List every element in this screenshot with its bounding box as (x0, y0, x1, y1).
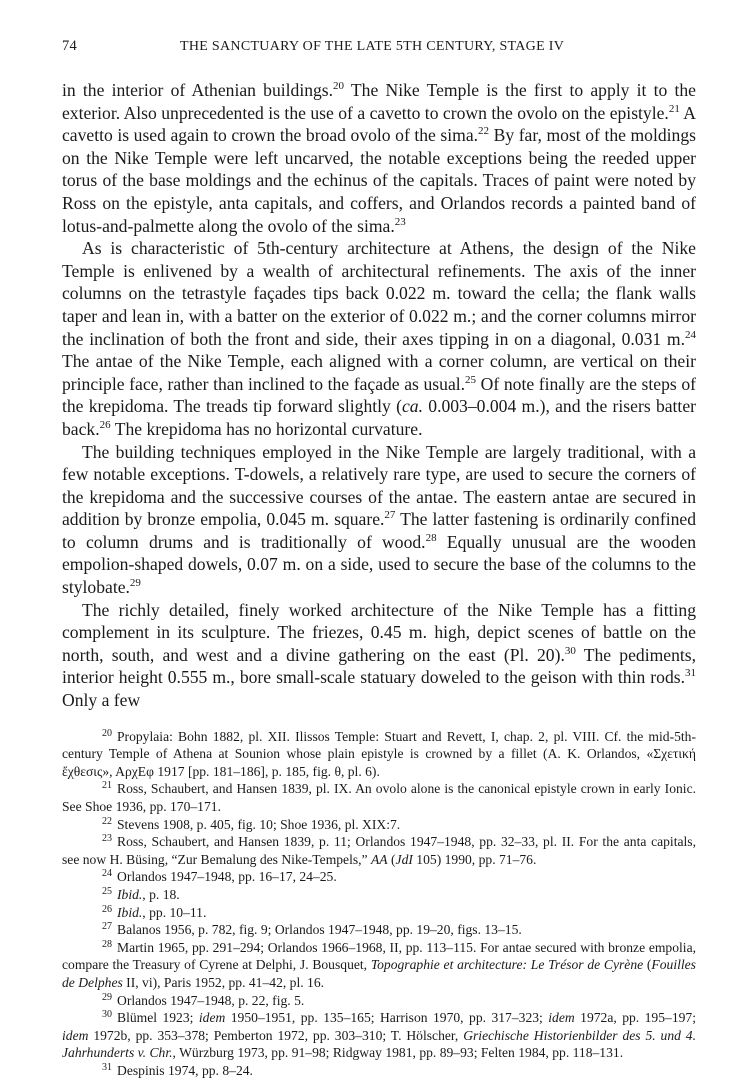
text-run: The latter fastening is ordinarily confined to column drums and is traditionally of wood. (62, 509, 696, 552)
footnote: 26 Ibid., pp. 10–11. (102, 903, 207, 920)
text-run: Ross, Schaubert, and Hansen 1839, p. 11; Orlandos 1947–1948, pp. 32–33, pl. II. For the anta capitals, see now H. Büsing, “Zur Bemalung des Nike-Tempels,” (62, 834, 696, 867)
text-run: The pediments, interior height 0.555 m., bore small-scale statuary doweled to the geison with thin rods. (62, 644, 697, 688)
footnote: 23 Ross, Schaubert, and Hansen 1839, p. 11; Orlandos 1947–1948, pp. 32–33, pl. II. For the anta capitals, see now H. Büsing, “Zur Bemalung des Nike-Tempels,” AA (JdI 105) 1990, pp. 71–76. (62, 833, 696, 867)
body-paragraph (62, 237, 696, 440)
footnote: 22 Stevens 1908, p. 405, fig. 10; Shoe 1936, pl. XIX:7. (102, 815, 401, 832)
text-run: Propylaia: Bohn 1882, pl. XII. Ilissos Temple: Stuart and Revett, I, chap. 2, pl. VIII. Cf. the mid-5th-century Temple of Athena at Sounion whose plain epistyle is crowned by a fillet (A. K. Orlandos, «Σχετική ἔχθεσις», ΑρχΕφ 1917 [pp. 181–186], p. 185, fig. θ, pl. 6). (62, 728, 696, 779)
text-run: , p. 18. (142, 886, 180, 902)
text-run: The krepidoma has no horizontal curvature. (110, 418, 423, 439)
text-run: Orlandos 1947–1948, pp. 16–17, 24–25. (117, 869, 337, 885)
italic-text: JdI (395, 851, 413, 867)
text-run: , pp. 10–11. (142, 904, 207, 920)
body-paragraph (62, 599, 696, 712)
text-run: ( (387, 851, 396, 867)
italic-text: AA (371, 851, 388, 867)
text-run: ( (643, 957, 652, 973)
text-run: Equally unusual are the wooden empolion-shaped dowels, 0.07 m. on a side, used to secure the base of the columns to the stylobate. (62, 531, 696, 598)
italic-text: Ibid. (117, 904, 143, 920)
footnote: 25 Ibid., p. 18. (102, 885, 180, 902)
text-run: The antae of the Nike Temple, each aligned with a corner column, are vertical on their principle face, rather than inclined to the façade as usual. (62, 351, 696, 394)
footnote-ref: 31 (685, 667, 696, 680)
footnote-ref: 23 (394, 215, 406, 228)
footnote: 21 Ross, Schaubert, and Hansen 1839, pl. IX. An ovolo alone is the canonical epistyle crown in early Ionic. See Shoe 1936, pp. 170–171. (62, 780, 696, 814)
text-run: By far, most of the moldings on the Nike Temple were left uncarved, the notable exceptions being the reeded upper torus of the base moldings and the echinus of the capitals. Traces of paint were noted by Ross on the epistyle, anta capitals, and coffers, and Orlandos records a painted band of lotus-and-palmette along the ovolo of the sima. (62, 125, 696, 236)
text-run: 105) 1990, pp. 71–76. (412, 851, 537, 867)
footnote-ref: 25 (465, 373, 477, 386)
text-run: Martin 1965, pp. 291–294; Orlandos 1966–1968, II, pp. 113–115. For antae secured with bronze empolia, compare the Treasury of Cyrene at Delphi, J. Bousquet, (62, 939, 696, 973)
footnote-ref: 21 (668, 102, 680, 115)
footnote-ref: 22 (478, 125, 490, 138)
text-run: 1950–1951, pp. 135–165; Harrison 1970, pp. 317–323; (225, 1010, 549, 1026)
footnotes (62, 728, 696, 1080)
page-number: 74 (62, 38, 77, 54)
footnote: 24 Orlandos 1947–1948, pp. 16–17, 24–25. (102, 868, 337, 885)
footnote: 28 Martin 1965, pp. 291–294; Orlandos 1966–1968, II, pp. 113–115. For antae secured with bronze empolia, compare the Treasury of Cyrene at Delphi, J. Bousquet, Topographie et architecture: Le Trésor de Cyrène (Fouilles de Delphes II, vi), Paris 1952, pp. 41–42, pl. 16. (62, 938, 696, 990)
footnote-ref: 27 (384, 509, 396, 522)
footnote-ref: 29 (129, 577, 141, 590)
footnote-ref: 20 (333, 80, 345, 92)
page (62, 38, 696, 1080)
text-run: Blümel 1923; (117, 1010, 199, 1026)
italic-text: Ibid. (117, 886, 143, 902)
footnote-ref: 26 (99, 418, 111, 431)
italic-text: ca. (401, 396, 423, 417)
footnote: 30 Blümel 1923; idem 1950–1951, pp. 135–165; Harrison 1970, pp. 317–323; idem 1972a, pp. 195–197; idem 1972b, pp. 353–378; Pemberton 1972, pp. 303–310; T. Hölscher, Griechische Historienbilder des 5. und 4. Jahrhunderts v. Chr., Würzburg 1973, pp. 91–98; Ridgway 1981, pp. 89–93; Felten 1984, pp. 118–131. (62, 1009, 696, 1061)
footnote-ref: 24 (685, 328, 696, 341)
text-run: in the interior of Athenian buildings. (62, 80, 334, 100)
italic-text: Griechische Historienbilder des 5. und 4. Jahrhunderts v. Chr. (62, 1027, 696, 1061)
italic-text: idem (198, 1010, 226, 1026)
body-paragraph (62, 79, 696, 237)
running-title: THE SANCTUARY OF THE LATE 5TH CENTURY, STAGE IV (180, 39, 565, 54)
footnote-ref: 28 (425, 531, 437, 544)
text-run: 1972b, pp. 353–378; Pemberton 1972, pp. 303–310; T. Hölscher, (88, 1027, 464, 1043)
text-run: , Würzburg 1973, pp. 91–98; Ridgway 1981, pp. 89–93; Felten 1984, pp. 118–131. (172, 1045, 624, 1061)
text-run: The building techniques employed in the Nike Temple are largely traditional, with a few notable exceptions. T-dowels, a relatively rare type, are used to secure the corners of the krepidoma and the successive courses of the antae. The eastern antae are secured in addition by bronze empolia, 0.045 m. square. (62, 441, 696, 530)
italic-text: Fouilles de Delphes (62, 957, 696, 990)
text-run: Despinis 1974, pp. 8–24. (117, 1062, 253, 1078)
italic-text: idem (62, 1027, 89, 1043)
footnote-ref: 30 (564, 644, 576, 657)
running-header (62, 38, 696, 62)
footnote: 20 Propylaia: Bohn 1882, pl. XII. Ilissos Temple: Stuart and Revett, I, chap. 2, pl. VIII. Cf. the mid-5th-century Temple of Athena at Sounion whose plain epistyle is crowned by a fillet (A. K. Orlandos, «Σχετική ἔχθεσις», ΑρχΕφ 1917 [pp. 181–186], p. 185, fig. θ, pl. 6). (62, 727, 696, 779)
text-run: Ross, Schaubert, and Hansen 1839, pl. IX. An ovolo alone is the canonical epistyle crown in early Ionic. See Shoe 1936, pp. 170–171. (62, 781, 696, 814)
footnote: 29 Orlandos 1947–1948, p. 22, fig. 5. (102, 991, 305, 1008)
text-run: Only a few (62, 690, 141, 711)
text-run: A cavetto is used again to crown the broad ovolo of the sima. (62, 102, 696, 146)
italic-text: idem (548, 1010, 575, 1026)
body-text (62, 79, 696, 712)
text-run: II, vi), Paris 1952, pp. 41–42, pl. 16. (122, 974, 325, 990)
text-run: Orlandos 1947–1948, p. 22, fig. 5. (117, 992, 305, 1008)
italic-text: Topographie et architecture: Le Trésor de Cyrène (370, 957, 644, 973)
text-run: Balanos 1956, p. 782, fig. 9; Orlandos 1947–1948, pp. 19–20, figs. 13–15. (117, 922, 522, 938)
text-run: The Nike Temple is the first to apply it to the exterior. Also unprecedented is the use of a cavetto to crown the ovolo on the epistyle. (62, 80, 696, 123)
body-paragraph (62, 441, 696, 599)
footnote: 31 Despinis 1974, pp. 8–24. (102, 1061, 253, 1078)
text-run: Of note finally are the steps of the krepidoma. The treads tip forward slightly ( (62, 373, 696, 417)
text-run: 1972a, pp. 195–197; (574, 1010, 696, 1026)
text-run: Stevens 1908, p. 405, fig. 10; Shoe 1936, pl. XIX:7. (117, 816, 401, 832)
text-run: As is characteristic of 5th-century architecture at Athens, the design of the Nike Temple is enlivened by a wealth of architectural refinements. The axis of the inner columns on the tetrastyle façades tips back 0.022 m. toward the cella; the flank walls taper and lean in, with a batter on the exterior of 0.022 m.; and the corner columns mirror the inclination of both the front and side, their axes tipping in on a diagonal, 0.031 m. (62, 238, 696, 349)
text-run: The richly detailed, finely worked architecture of the Nike Temple has a fitting complement in its sculpture. The friezes, 0.45 m. high, depict scenes of battle on the north, south, and west and a divine gathering on the east (Pl. 20). (62, 599, 696, 665)
text-run: 0.003–0.004 m.), and the risers batter back. (62, 396, 696, 439)
footnote: 27 Balanos 1956, p. 782, fig. 9; Orlandos 1947–1948, pp. 19–20, figs. 13–15. (102, 921, 522, 938)
